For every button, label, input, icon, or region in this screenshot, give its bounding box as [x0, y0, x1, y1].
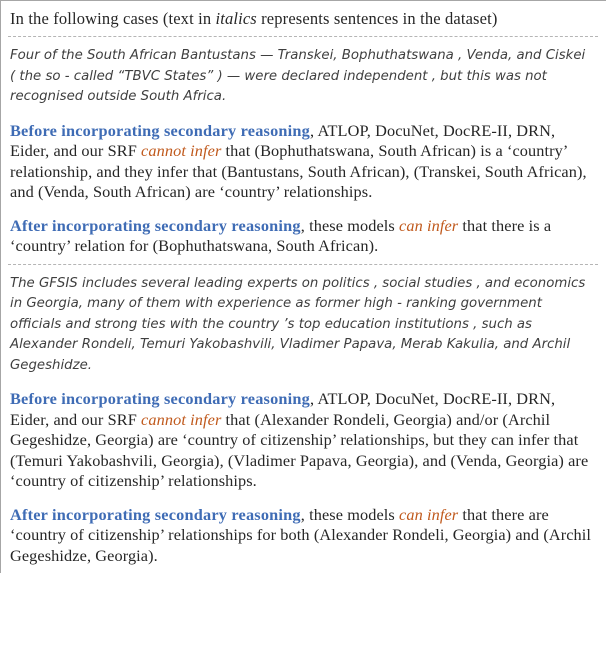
after-lead-label-1: After incorporating secondary reasoning	[10, 215, 301, 235]
caption-suffix: represents sentences in the dataset)	[256, 9, 498, 28]
after-text-a-1: , these models	[300, 215, 400, 235]
case-block-1	[8, 37, 598, 264]
before-paragraph-2	[10, 389, 592, 492]
dataset-sentence-2: The GFSIS includes several leading experts on politics , social studies , and economics in Georgia, many of them with experience as former high - ranking government officials and strong ties with the country ’s top education institutions , such as Alexander Rondeli, Temuri Yakobashvili, Vladimer Papava, Merab Kakulia, and Archil Gegeshidze.	[10, 275, 586, 373]
after-text-a-2: , these models	[300, 504, 400, 524]
after-text-b-1: that there is a ‘country’ relation for (Bophuthatswana, South African).	[10, 215, 552, 255]
before-text-a-1: , ATLOP, DocuNet, DocRE-II, DRN, Eider, and our SRF	[10, 120, 556, 160]
after-paragraph-2	[10, 505, 592, 567]
cannot-infer-emphasis-1: cannot infer	[141, 141, 222, 160]
before-paragraph-1	[10, 121, 592, 203]
table-header-row	[8, 1, 598, 36]
before-text-a-2: , ATLOP, DocuNet, DocRE-II, DRN, Eider, and our SRF	[10, 389, 556, 429]
cannot-infer-emphasis-2: cannot infer	[141, 409, 222, 429]
case-block-2	[8, 265, 598, 574]
caption-prefix: In the following cases (text in	[10, 9, 216, 28]
before-lead-label-2: Before incorporating secondary reasoning	[10, 389, 310, 408]
table-caption	[10, 8, 592, 29]
can-infer-emphasis-2: can infer	[399, 504, 459, 524]
before-lead-label-1: Before incorporating secondary reasoning	[10, 120, 310, 140]
before-text-b-2: that (Alexander Rondeli, Georgia) and/or (Archil Gegeshidze, Georgia) are ‘country of citizenship’ relationships, but they can infer that (Temuri Yakobashvili, Georgia), (Vladimer Papava, Georgia), and (Venda, Georgia) are ‘country of citizenship’ relationships.	[10, 409, 589, 490]
before-text-b-1: that (Bophuthatswana, South African) is a ‘country’ relationship, and they infer that (Bantustans, South African), (Transkei, South African), and (Venda, South African) are ‘country’ relationships.	[10, 141, 587, 201]
can-infer-emphasis-1: can infer	[399, 215, 459, 235]
caption-italics-word: italics	[215, 9, 257, 28]
after-text-b-2: that there are ‘country of citizenship’ relationships for both (Alexander Rondeli, Georgia) and (Archil Gegeshidze, Georgia).	[10, 504, 592, 565]
after-paragraph-1	[10, 216, 592, 257]
dataset-sentence-1: Four of the South African Bantustans — Transkei, Bophuthatswana , Venda, and Ciskei ( the so - called “TBVC States” ) — were declared independent , but this was not recognised outside South Africa.	[10, 48, 586, 104]
after-lead-label-2: After incorporating secondary reasoning	[10, 504, 301, 524]
